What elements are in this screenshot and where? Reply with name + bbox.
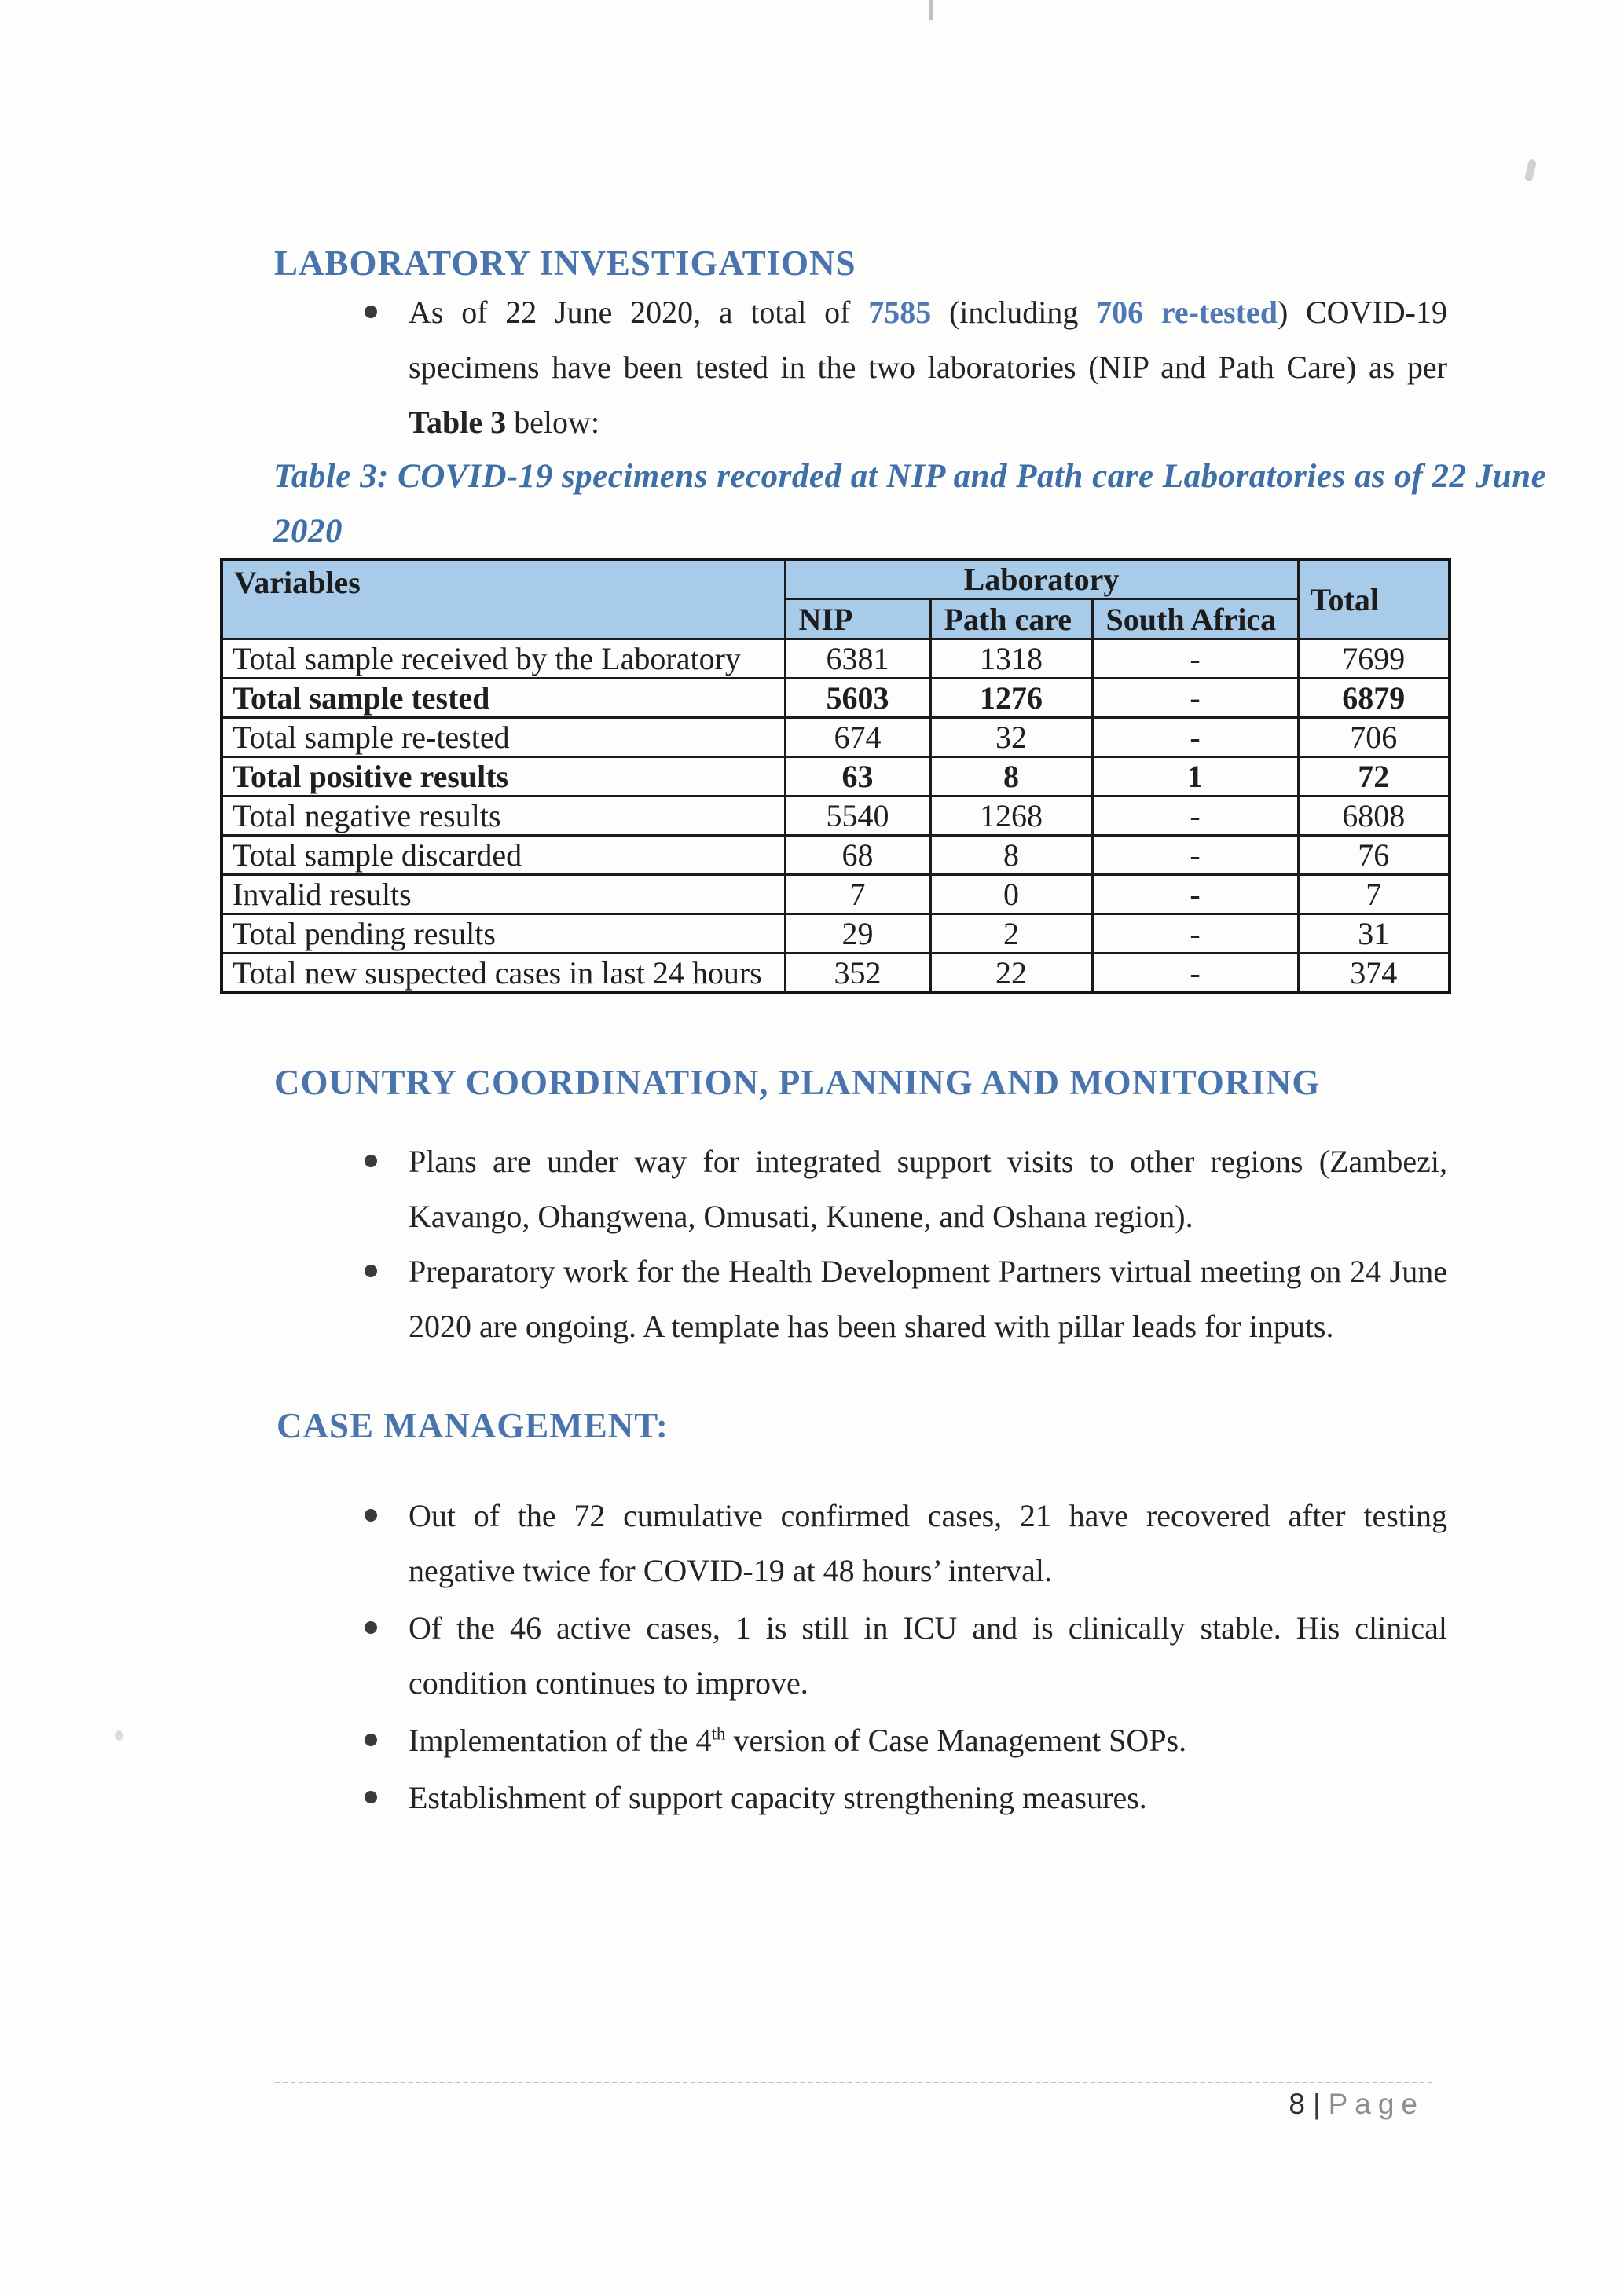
cell-south-africa: - <box>1092 718 1298 757</box>
cell-south-africa: - <box>1092 954 1298 994</box>
bullet-icon <box>365 1155 377 1167</box>
footer-separator: | <box>1312 2088 1321 2120</box>
cell-nip: 6381 <box>785 639 930 679</box>
cell-variable: Total sample discarded <box>222 836 785 875</box>
cell-total: 76 <box>1298 836 1450 875</box>
text-segment: th <box>711 1723 726 1745</box>
list-item <box>363 1244 1447 1354</box>
list-item <box>363 285 1447 450</box>
bullet-icon <box>365 1509 377 1522</box>
cell-south-africa: 1 <box>1092 757 1298 796</box>
cell-total: 6808 <box>1298 796 1450 836</box>
cell-variable: Total sample tested <box>222 679 785 718</box>
cell-path-care: 22 <box>930 954 1092 994</box>
page-footer <box>1289 2088 1424 2121</box>
bullet-icon <box>365 1265 377 1277</box>
cell-variable: Total sample re-tested <box>222 718 785 757</box>
col-header-variables: Variables <box>222 559 785 639</box>
cell-path-care: 1318 <box>930 639 1092 679</box>
cell-nip: 352 <box>785 954 930 994</box>
cell-path-care: 0 <box>930 875 1092 914</box>
text-segment: version of Case Management SOPs. <box>725 1723 1187 1758</box>
bullet-icon <box>365 1791 377 1803</box>
cell-total: 374 <box>1298 954 1450 994</box>
case-management-bullet-text <box>409 1713 1447 1768</box>
text-segment: Preparatory work for the Health Development Partners virtual meeting on 24 June 2020 are ongoing. A template has been shared with pillar leads for inputs. <box>409 1254 1447 1344</box>
text-segment: (including <box>931 295 1097 330</box>
table-row <box>222 954 1450 994</box>
bullet-icon <box>365 1734 377 1746</box>
bullet-icon <box>365 306 377 318</box>
cell-variable: Total negative results <box>222 796 785 836</box>
text-segment: Table 3 <box>409 405 507 440</box>
cell-path-care: 8 <box>930 757 1092 796</box>
text-segment: below: <box>506 405 599 440</box>
text-segment: Of the 46 active cases, 1 is still in ICU and is clinically stable. His clinical condition continues to improve. <box>409 1610 1447 1701</box>
table-caption-line1: Table 3: COVID-19 specimens recorded at NIP and Path care Laboratories as of 22 June <box>273 458 1547 495</box>
table-row <box>222 914 1450 954</box>
cell-path-care: 1276 <box>930 679 1092 718</box>
cell-variable: Invalid results <box>222 875 785 914</box>
cell-south-africa: - <box>1092 679 1298 718</box>
cell-south-africa: - <box>1092 796 1298 836</box>
case-management-bullet-text <box>409 1601 1447 1711</box>
footer-rule <box>275 2082 1432 2083</box>
laboratory-bullet-list <box>363 285 1447 450</box>
case-management-bullet-text <box>409 1489 1447 1598</box>
text-segment: Plans are under way for integrated support visits to other regions (Zambezi, Kavango, Ohangwena, Omusati, Kunene, and Oshana region). <box>409 1144 1447 1234</box>
table-row <box>222 757 1450 796</box>
scan-artifact <box>929 0 933 20</box>
text-segment: As of 22 June 2020, a total of <box>409 295 869 330</box>
col-header-path-care: Path care <box>930 599 1092 639</box>
text-segment: 7585 <box>868 295 932 330</box>
table-row <box>222 796 1450 836</box>
section-heading-case-management: CASE MANAGEMENT: <box>277 1406 669 1445</box>
coordination-bullet-text <box>409 1134 1447 1244</box>
cell-total: 7 <box>1298 875 1450 914</box>
case-management-bullet-list <box>363 1489 1447 1825</box>
cell-path-care: 8 <box>930 836 1092 875</box>
scan-artifact <box>115 1730 123 1741</box>
cell-total: 6879 <box>1298 679 1450 718</box>
table-row <box>222 875 1450 914</box>
cell-south-africa: - <box>1092 914 1298 954</box>
list-item <box>363 1771 1447 1825</box>
cell-variable: Total pending results <box>222 914 785 954</box>
cell-total: 706 <box>1298 718 1450 757</box>
table-caption-line2: 2020 <box>273 513 343 550</box>
list-item <box>363 1134 1447 1244</box>
text-segment: Implementation of the 4 <box>409 1723 712 1758</box>
cell-nip: 674 <box>785 718 930 757</box>
cell-variable: Total sample received by the Laboratory <box>222 639 785 679</box>
cell-nip: 68 <box>785 836 930 875</box>
cell-south-africa: - <box>1092 639 1298 679</box>
cell-path-care: 2 <box>930 914 1092 954</box>
table-caption <box>273 449 1546 559</box>
case-management-bullet-text <box>409 1771 1447 1825</box>
section-heading-country-coordination: COUNTRY COORDINATION, PLANNING AND MONITORING <box>274 1063 1321 1102</box>
cell-total: 7699 <box>1298 639 1450 679</box>
cell-nip: 5603 <box>785 679 930 718</box>
cell-nip: 5540 <box>785 796 930 836</box>
cell-variable: Total positive results <box>222 757 785 796</box>
cell-south-africa: - <box>1092 875 1298 914</box>
laboratory-bullet-text <box>409 285 1447 450</box>
text-segment: ) COVID-19 specimens have been tested in the two laboratories (NIP and Path Care) as per <box>409 295 1447 385</box>
cell-nip: 63 <box>785 757 930 796</box>
col-header-nip: NIP <box>785 599 930 639</box>
col-header-total: Total <box>1298 559 1450 639</box>
cell-total: 72 <box>1298 757 1450 796</box>
coordination-bullet-text <box>409 1244 1447 1354</box>
scan-artifact <box>1524 159 1537 182</box>
col-header-laboratory: Laboratory <box>785 559 1298 599</box>
table-row <box>222 718 1450 757</box>
footer-page-word: Page <box>1328 2088 1424 2120</box>
cell-variable: Total new suspected cases in last 24 hours <box>222 954 785 994</box>
table-row <box>222 679 1450 718</box>
bullet-icon <box>365 1621 377 1634</box>
text-segment: Establishment of support capacity strengthening measures. <box>409 1780 1147 1815</box>
text-segment: Out of the 72 cumulative confirmed cases, 21 have recovered after testing negative twice for COVID-19 at 48 hours’ interval. <box>409 1498 1447 1588</box>
table-row <box>222 836 1450 875</box>
cell-total: 31 <box>1298 914 1450 954</box>
text-segment: 706 re-tested <box>1096 295 1278 330</box>
cell-path-care: 1268 <box>930 796 1092 836</box>
cell-nip: 7 <box>785 875 930 914</box>
table-row <box>222 639 1450 679</box>
list-item <box>363 1489 1447 1598</box>
section-heading-laboratory-investigations: LABORATORY INVESTIGATIONS <box>274 244 856 283</box>
page-number: 8 <box>1289 2088 1305 2120</box>
cell-nip: 29 <box>785 914 930 954</box>
cell-path-care: 32 <box>930 718 1092 757</box>
col-header-south-africa: South Africa <box>1092 599 1298 639</box>
list-item <box>363 1601 1447 1711</box>
cell-south-africa: - <box>1092 836 1298 875</box>
covid-specimens-table <box>220 558 1451 994</box>
list-item <box>363 1713 1447 1768</box>
table-header-row <box>222 559 1450 599</box>
coordination-bullet-list <box>363 1134 1447 1354</box>
